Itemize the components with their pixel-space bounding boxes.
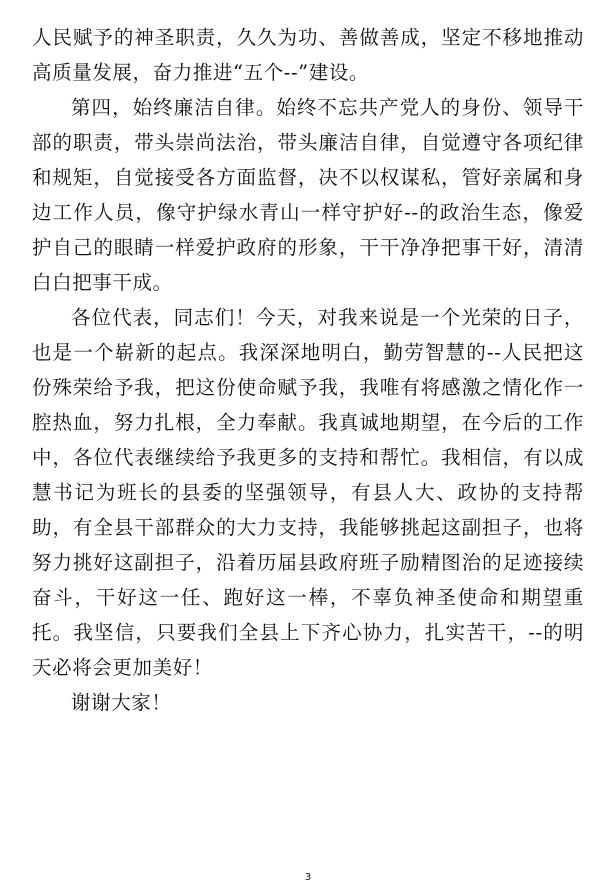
- paragraph-continuation: 人民赋予的神圣职责，久久为功、善做善成，坚定不移地推动高质量发展，奋力推进“五个--”建设。: [32, 26, 584, 84]
- document-body: [32, 20, 584, 720]
- paragraph-address-delegates: 各位代表，同志们！今天，对我来说是一个光荣的日子，也是一个崭新的起点。我深深地明白，勤劳智慧的--人民把这份殊荣给予我，把这份使命赋予我，我唯有将感激之情化作一腔热血，努力扎根，全力奉献。我真诚地期望，在今后的工作中，各位代表继续给予我更多的支持和帮忙。我相信，有以成慧书记为班长的县委的坚强领导，有县人大、政协的支持帮助，有全县干部群众的大力支持，我能够挑起这副担子，也将努力挑好这副担子，沿着历届县政府班子励精图治的足迹接续奋斗，干好这一任、跑好这一棒，不辜负神圣使命和期望重托。我坚信，只要我们全县上下齐心协力，扎实苦干，--的明天必将会更加美好！: [32, 306, 584, 679]
- paragraph-integrity: 第四，始终廉洁自律。始终不忘共产党人的身份、领导干部的职责，带头崇尚法治，带头廉洁自律，自觉遵守各项纪律和规矩，自觉接受各方面监督，决不以权谋私，管好亲属和身边工作人员，像守护绿水青山一样守护好--的政治生态，像爱护自己的眼睛一样爱护政府的形象，干干净净把事干好，清清白白把事干成。: [32, 96, 584, 294]
- paragraph-thanks: 谢谢大家！: [71, 691, 172, 714]
- page-number: 3: [304, 872, 312, 883]
